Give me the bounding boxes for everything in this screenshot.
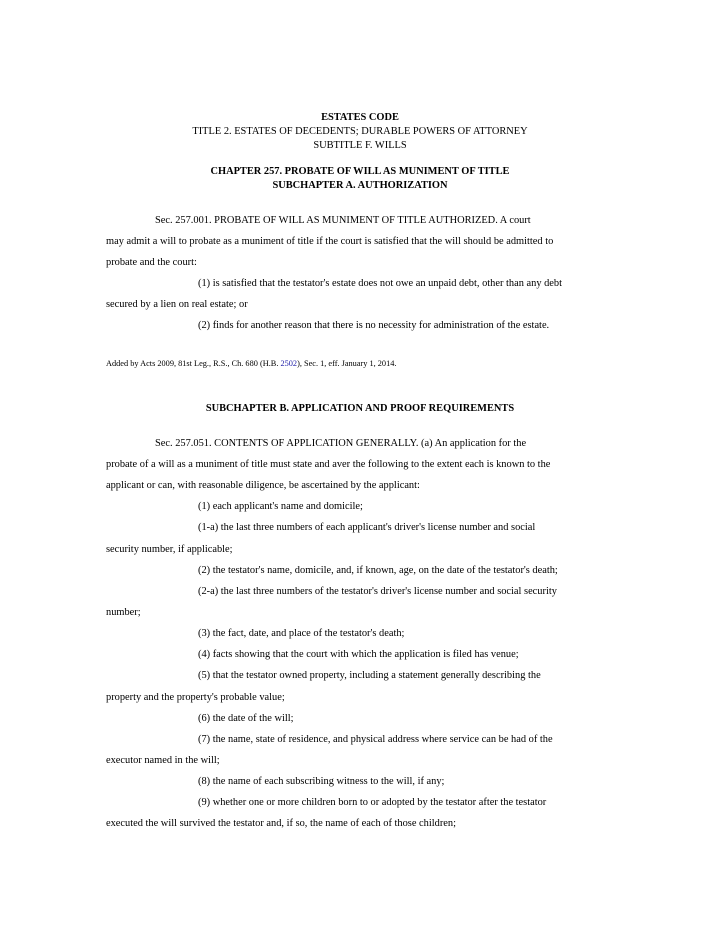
sec-257-051-item: (1) each applicant's name and domicile; <box>198 501 363 512</box>
subchapter-a-heading: SUBCHAPTER A. AUTHORIZATION <box>272 180 448 191</box>
subchapter-b-heading: SUBCHAPTER B. APPLICATION AND PROOF REQUIREMENTS <box>205 403 515 414</box>
sec-257-051-item-continued: property and the property's probable value; <box>106 692 285 703</box>
sec-257-051-item-continued: executor named in the will; <box>106 755 220 766</box>
sec-257-001-line: Sec. 257.001. PROBATE OF WILL AS MUNIMENT OF TITLE AUTHORIZED. A court <box>155 215 531 226</box>
sec-257-051-item: (1-a) the last three numbers of each applicant's driver's license number and social <box>198 522 536 533</box>
sec-257-051-item-continued: security number, if applicable; <box>106 544 233 555</box>
bill-link[interactable]: 2502 <box>280 359 298 368</box>
sec-257-051-item-continued: number; <box>106 607 141 618</box>
sec-257-001-item: (2) finds for another reason that there is no necessity for administration of the estate. <box>198 320 550 331</box>
title-heading: TITLE 2. ESTATES OF DECEDENTS; DURABLE POWERS OF ATTORNEY <box>192 126 528 137</box>
sec-257-051-line: probate of a will as a muniment of title must state and aver the following to the extent each is known to the <box>106 459 551 470</box>
sec-257-001-item-continued: secured by a lien on real estate; or <box>106 299 248 310</box>
sec-257-051-item: (2) the testator's name, domicile, and, if known, age, on the date of the testator's death; <box>198 565 558 576</box>
history-note-suffix: ), Sec. 1, eff. January 1, 2014. <box>297 359 397 368</box>
sec-257-001-line: may admit a will to probate as a muniment of title if the court is satisfied that the will should be admitted to <box>106 236 554 247</box>
subtitle-heading: SUBTITLE F. WILLS <box>313 140 407 151</box>
history-note-prefix: Added by Acts 2009, 81st Leg., R.S., Ch. 680 (H.B. <box>106 359 281 368</box>
sec-257-051-item: (8) the name of each subscribing witness to the will, if any; <box>198 776 445 787</box>
sec-257-051-line: Sec. 257.051. CONTENTS OF APPLICATION GENERALLY. (a) An application for the <box>155 438 527 449</box>
sec-257-051-item: (7) the name, state of residence, and physical address where service can be had of the <box>198 734 553 745</box>
sec-257-051-item: (3) the fact, date, and place of the testator's death; <box>198 628 405 639</box>
sec-257-001-line: probate and the court: <box>106 257 197 268</box>
chapter-heading: CHAPTER 257. PROBATE OF WILL AS MUNIMENT OF TITLE <box>210 166 510 177</box>
sec-257-051-line: applicant or can, with reasonable diligence, be ascertained by the applicant: <box>106 480 420 491</box>
sec-257-051-item: (2-a) the last three numbers of the testator's driver's license number and social security <box>198 586 557 597</box>
sec-257-051-item-continued: executed the will survived the testator and, if so, the name of each of those children; <box>106 818 456 829</box>
sec-257-051-item: (5) that the testator owned property, including a statement generally describing the <box>198 670 541 681</box>
sec-257-051-item: (4) facts showing that the court with which the application is filed has venue; <box>198 649 519 660</box>
sec-257-051-item: (6) the date of the will; <box>198 713 294 724</box>
sec-257-001-item: (1) is satisfied that the testator's estate does not owe an unpaid debt, other than any debt <box>198 278 563 289</box>
history-note <box>106 359 396 368</box>
estates-code-heading: ESTATES CODE <box>321 112 399 123</box>
sec-257-051-item: (9) whether one or more children born to or adopted by the testator after the testator <box>198 797 547 808</box>
